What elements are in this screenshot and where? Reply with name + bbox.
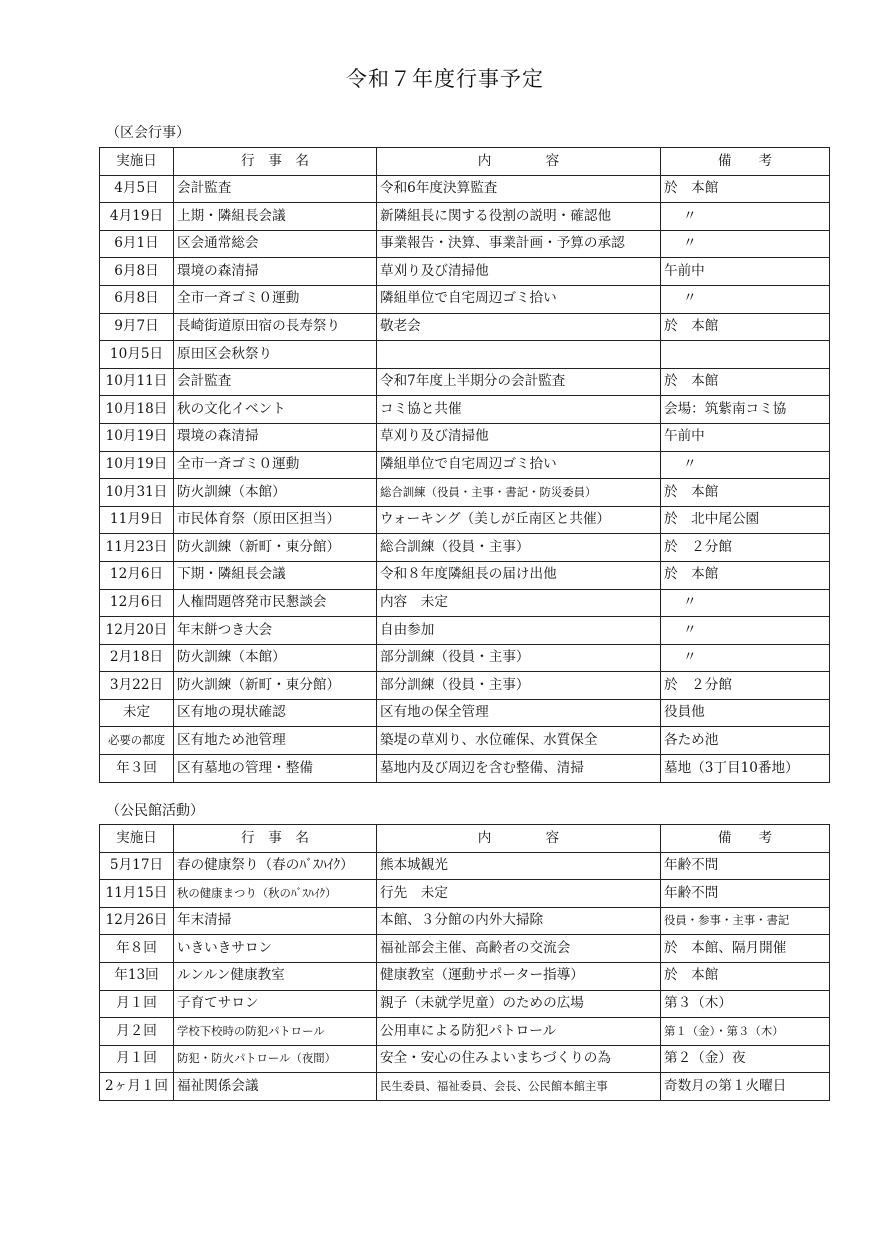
- event-name-cell: 会計監査: [174, 368, 377, 396]
- date-cell: 10月19日: [100, 423, 174, 451]
- content-cell: 令和7年度上半期分の会計監査: [377, 368, 661, 396]
- event-name-cell: 防犯・防火パトロール（夜間）: [174, 1045, 377, 1073]
- date-cell: 11月9日: [100, 506, 174, 534]
- content-cell: 草刈り及び清掃他: [377, 423, 661, 451]
- remarks-cell: 於 本館: [661, 479, 830, 507]
- content-cell: 親子（未就学児童）のための広場: [377, 990, 661, 1018]
- remarks-cell: 於 本館: [661, 175, 830, 203]
- remarks-cell: 〃: [661, 285, 830, 313]
- table-row: [100, 699, 830, 727]
- event-name-cell: 全市一斉ゴミ０運動: [174, 285, 377, 313]
- content-cell: 行先 未定: [377, 880, 661, 908]
- date-cell: 12月6日: [100, 589, 174, 617]
- event-name-cell: 年末餅つき大会: [174, 617, 377, 645]
- header-event-name-cell: 行 事 名: [174, 825, 377, 853]
- content-cell: 総合訓練（役員・主事・書記・防災委員）: [377, 479, 661, 507]
- content-cell: 健康教室（運動サポーター指導）: [377, 962, 661, 990]
- section-label-kukai: （区会行事）: [106, 125, 190, 141]
- date-cell: 9月7日: [100, 313, 174, 341]
- table-row: [100, 962, 830, 990]
- content-cell: 福祉部会主催、高齢者の交流会: [377, 935, 661, 963]
- content-cell: 令和８年度隣組長の届け出他: [377, 561, 661, 589]
- table-header-row: [100, 825, 830, 853]
- date-cell: 2ヶ月１回: [100, 1073, 174, 1101]
- content-cell: 内容 未定: [377, 589, 661, 617]
- event-name-cell: 市民体育祭（原田区担当）: [174, 506, 377, 534]
- event-name-cell: 下期・隣組長会議: [174, 561, 377, 589]
- remarks-cell: 会場：筑紫南コミ協: [661, 396, 830, 424]
- date-cell: 10月5日: [100, 341, 174, 369]
- table-row: [100, 534, 830, 562]
- date-cell: 3月22日: [100, 672, 174, 700]
- event-name-cell: 福祉関係会議: [174, 1073, 377, 1101]
- remarks-cell: 午前中: [661, 423, 830, 451]
- table-row: [100, 1018, 830, 1046]
- date-cell: 月２回: [100, 1018, 174, 1046]
- header-date-cell: 実施日: [100, 148, 174, 176]
- table-row: [100, 285, 830, 313]
- table-row: [100, 175, 830, 203]
- remarks-cell: 〃: [661, 203, 830, 231]
- date-cell: 10月11日: [100, 368, 174, 396]
- event-name-cell: 環境の森清掃: [174, 258, 377, 286]
- remarks-cell: [661, 341, 830, 369]
- remarks-cell: 於 ２分館: [661, 672, 830, 700]
- kominkan-activity-table: [99, 824, 830, 1101]
- content-cell: 墓地内及び周辺を含む整備、清掃: [377, 755, 661, 783]
- table-row: [100, 341, 830, 369]
- content-cell: 築堤の草刈り、水位確保、水質保全: [377, 727, 661, 755]
- date-cell: 5月17日: [100, 852, 174, 880]
- date-cell: 11月15日: [100, 880, 174, 908]
- remarks-cell: 役員他: [661, 699, 830, 727]
- date-cell: 4月19日: [100, 203, 174, 231]
- content-cell: 民生委員、福祉委員、会長、公民館本館主事: [377, 1073, 661, 1101]
- table-row: [100, 727, 830, 755]
- remarks-cell: 〃: [661, 451, 830, 479]
- remarks-cell: 於 ２分館: [661, 534, 830, 562]
- header-content-cell: 内 容: [377, 825, 661, 853]
- section-label-kominkan: （公民館活動）: [106, 803, 204, 819]
- event-name-cell: 秋の健康まつり（秋のﾊﾞｽﾊｲｸ）: [174, 880, 377, 908]
- remarks-cell: 第１（金）・第３（木）: [661, 1018, 830, 1046]
- date-cell: 10月19日: [100, 451, 174, 479]
- content-cell: 事業報告・決算、事業計画・予算の承認: [377, 230, 661, 258]
- date-cell: 10月31日: [100, 479, 174, 507]
- table-row: [100, 506, 830, 534]
- table-row: [100, 1073, 830, 1101]
- date-cell: 必要の都度: [100, 727, 174, 755]
- content-cell: コミ協と共催: [377, 396, 661, 424]
- table-row: [100, 1045, 830, 1073]
- date-cell: 年８回: [100, 935, 174, 963]
- content-cell: [377, 341, 661, 369]
- event-name-cell: 区有地ため池管理: [174, 727, 377, 755]
- date-cell: 4月5日: [100, 175, 174, 203]
- table-row: [100, 672, 830, 700]
- event-name-cell: 区会通常総会: [174, 230, 377, 258]
- remarks-cell: 〃: [661, 230, 830, 258]
- event-name-cell: 防火訓練（本館）: [174, 479, 377, 507]
- content-cell: ウォーキング（美しが丘南区と共催）: [377, 506, 661, 534]
- remarks-cell: 於 本館: [661, 313, 830, 341]
- content-cell: 隣組単位で自宅周辺ゴミ拾い: [377, 285, 661, 313]
- event-name-cell: 会計監査: [174, 175, 377, 203]
- date-cell: 6月8日: [100, 258, 174, 286]
- table-row: [100, 479, 830, 507]
- remarks-cell: 於 本館、隔月開催: [661, 935, 830, 963]
- date-cell: 月１回: [100, 990, 174, 1018]
- date-cell: 12月6日: [100, 561, 174, 589]
- event-name-cell: 区有地の現状確認: [174, 699, 377, 727]
- event-name-cell: 環境の森清掃: [174, 423, 377, 451]
- remarks-cell: 第３（木）: [661, 990, 830, 1018]
- date-cell: 12月26日: [100, 907, 174, 935]
- table-row: [100, 561, 830, 589]
- event-name-cell: 長崎街道原田宿の長寿祭り: [174, 313, 377, 341]
- table-row: [100, 935, 830, 963]
- remarks-cell: 各ため池: [661, 727, 830, 755]
- content-cell: 総合訓練（役員・主事）: [377, 534, 661, 562]
- table-row: [100, 423, 830, 451]
- content-cell: 公用車による防犯パトロール: [377, 1018, 661, 1046]
- event-name-cell: ルンルン健康教室: [174, 962, 377, 990]
- header-content-cell: 内 容: [377, 148, 661, 176]
- table-row: [100, 258, 830, 286]
- remarks-cell: 奇数月の第１火曜日: [661, 1073, 830, 1101]
- remarks-cell: 〃: [661, 644, 830, 672]
- table-row: [100, 755, 830, 783]
- content-cell: 令和6年度決算監査: [377, 175, 661, 203]
- event-name-cell: 学校下校時の防犯パトロール: [174, 1018, 377, 1046]
- content-cell: 草刈り及び清掃他: [377, 258, 661, 286]
- table-row: [100, 907, 830, 935]
- date-cell: 6月8日: [100, 285, 174, 313]
- date-cell: 6月1日: [100, 230, 174, 258]
- table-row: [100, 313, 830, 341]
- event-name-cell: 防火訓練（本館）: [174, 644, 377, 672]
- page-title: 令和７年度行事予定: [346, 67, 544, 91]
- date-cell: 未定: [100, 699, 174, 727]
- event-name-cell: 原田区会秋祭り: [174, 341, 377, 369]
- remarks-cell: 於 本館: [661, 962, 830, 990]
- event-name-cell: いきいきサロン: [174, 935, 377, 963]
- content-cell: 本館、３分館の内外大掃除: [377, 907, 661, 935]
- remarks-cell: 役員・参事・主事・書記: [661, 907, 830, 935]
- event-name-cell: 防火訓練（新町・東分館）: [174, 672, 377, 700]
- table-row: [100, 990, 830, 1018]
- content-cell: 部分訓練（役員・主事）: [377, 644, 661, 672]
- remarks-cell: 年齢不問: [661, 880, 830, 908]
- event-name-cell: 防火訓練（新町・東分館）: [174, 534, 377, 562]
- header-date-cell: 実施日: [100, 825, 174, 853]
- content-cell: 隣組単位で自宅周辺ゴミ拾い: [377, 451, 661, 479]
- remarks-cell: 於 本館: [661, 368, 830, 396]
- event-name-cell: 上期・隣組長会議: [174, 203, 377, 231]
- table-row: [100, 644, 830, 672]
- header-event-name-cell: 行 事 名: [174, 148, 377, 176]
- header-remarks-cell: 備 考: [661, 148, 830, 176]
- remarks-cell: 於 本館: [661, 561, 830, 589]
- table-row: [100, 880, 830, 908]
- event-name-cell: 子育てサロン: [174, 990, 377, 1018]
- remarks-cell: 於 北中尾公園: [661, 506, 830, 534]
- table-row: [100, 589, 830, 617]
- remarks-cell: 墓地（3丁目10番地）: [661, 755, 830, 783]
- event-name-cell: 人権問題啓発市民懇談会: [174, 589, 377, 617]
- event-name-cell: 秋の文化イベント: [174, 396, 377, 424]
- event-name-cell: 春の健康祭り（春のﾊﾞｽﾊｲｸ）: [174, 852, 377, 880]
- table-row: [100, 852, 830, 880]
- date-cell: 11月23日: [100, 534, 174, 562]
- header-remarks-cell: 備 考: [661, 825, 830, 853]
- date-cell: 月１回: [100, 1045, 174, 1073]
- event-name-cell: 全市一斉ゴミ０運動: [174, 451, 377, 479]
- date-cell: 年３回: [100, 755, 174, 783]
- remarks-cell: 第２（金）夜: [661, 1045, 830, 1073]
- table-row: [100, 203, 830, 231]
- date-cell: 10月18日: [100, 396, 174, 424]
- date-cell: 2月18日: [100, 644, 174, 672]
- table-row: [100, 368, 830, 396]
- remarks-cell: 午前中: [661, 258, 830, 286]
- table-row: [100, 396, 830, 424]
- content-cell: 区有地の保全管理: [377, 699, 661, 727]
- content-cell: 自由参加: [377, 617, 661, 645]
- table-row: [100, 451, 830, 479]
- content-cell: 熊本城観光: [377, 852, 661, 880]
- content-cell: 安全・安心の住みよいまちづくりの為: [377, 1045, 661, 1073]
- event-name-cell: 区有墓地の管理・整備: [174, 755, 377, 783]
- content-cell: 新隣組長に関する役割の説明・確認他: [377, 203, 661, 231]
- table-row: [100, 230, 830, 258]
- remarks-cell: 〃: [661, 589, 830, 617]
- kukai-schedule-table: [99, 147, 830, 783]
- table-row: [100, 617, 830, 645]
- content-cell: 敬老会: [377, 313, 661, 341]
- table-header-row: [100, 148, 830, 176]
- remarks-cell: 〃: [661, 617, 830, 645]
- event-name-cell: 年末清掃: [174, 907, 377, 935]
- date-cell: 年13回: [100, 962, 174, 990]
- content-cell: 部分訓練（役員・主事）: [377, 672, 661, 700]
- date-cell: 12月20日: [100, 617, 174, 645]
- remarks-cell: 年齢不問: [661, 852, 830, 880]
